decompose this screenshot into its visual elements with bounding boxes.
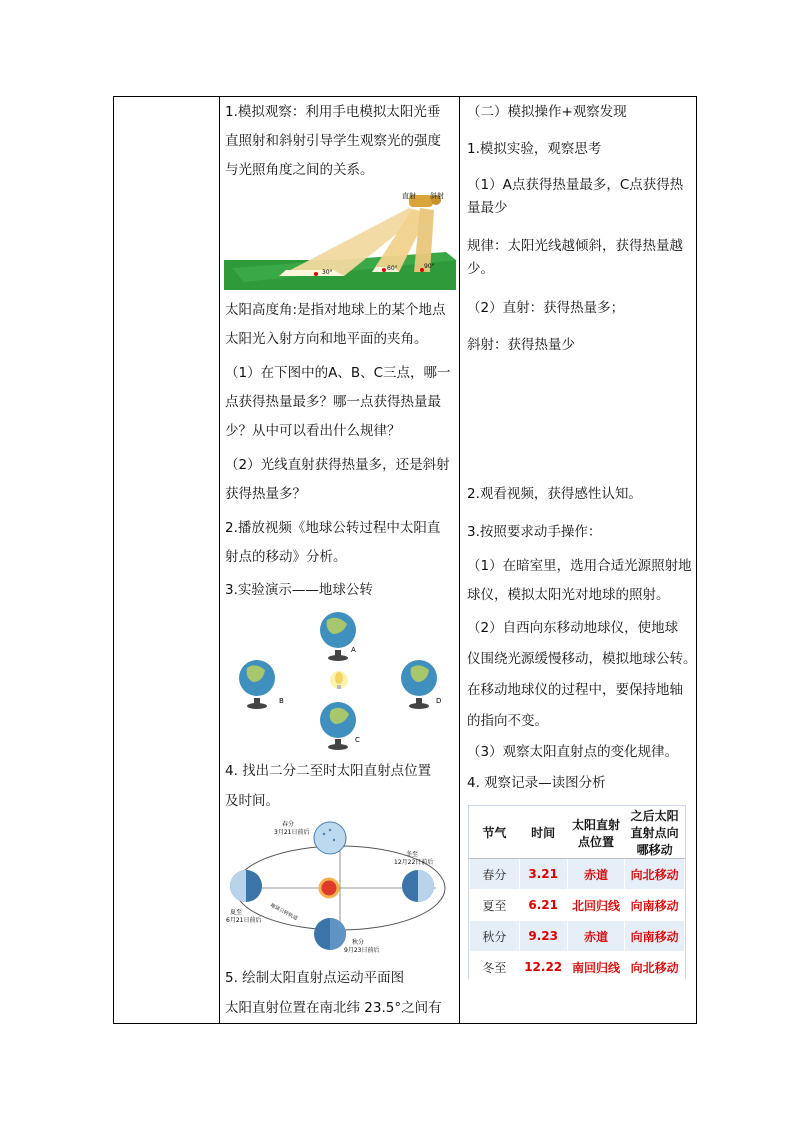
globe-label-b: B bbox=[279, 697, 284, 705]
sun-icon bbox=[320, 879, 338, 897]
orbit-diagram-figure bbox=[224, 818, 456, 958]
globe-revolution-figure bbox=[235, 608, 445, 753]
cell-time: 9.23 bbox=[519, 921, 567, 952]
cell-season: 秋分 bbox=[470, 921, 520, 952]
table-row bbox=[470, 859, 685, 890]
right-r4-l1: 规律：太阳光线越倾斜，获得热量越 bbox=[467, 238, 683, 254]
left-p3-l3: 少？从中可以看出什么规律？ bbox=[225, 423, 401, 439]
right-r7: 2.观看视频，获得感性认知。 bbox=[467, 486, 642, 502]
lamp-icon bbox=[330, 671, 348, 689]
label-winter: 冬至 bbox=[406, 851, 419, 858]
globe-label-c: C bbox=[355, 736, 360, 744]
cell-time: 12.22 bbox=[519, 952, 567, 983]
left-p3-l2: 点获得热量最多？哪一点获得热量最 bbox=[225, 394, 441, 410]
right-r12: 4. 观察记录—读图分析 bbox=[467, 775, 606, 791]
angle-60-label: 60° bbox=[387, 265, 398, 272]
left-p4-l1: （2）光线直射获得热量多，还是斜射 bbox=[225, 457, 450, 473]
label-oblique: 斜射 bbox=[430, 192, 444, 200]
left-p5-l1: 2.播放视频《地球公转过程中太阳直 bbox=[225, 520, 441, 536]
label-autumn-date: 9月23日前后 bbox=[344, 947, 380, 954]
right-r10-l4: 的指向不变。 bbox=[467, 713, 548, 729]
right-r4-l2: 少。 bbox=[467, 261, 494, 277]
observation-table bbox=[469, 806, 685, 983]
table-row bbox=[470, 952, 685, 983]
globe-label-a: A bbox=[351, 646, 356, 654]
cell-direction: 向南移动 bbox=[625, 921, 685, 952]
left-p2-l2: 太阳光入射方向和地平面的夹角。 bbox=[225, 331, 428, 347]
cell-direction: 向北移动 bbox=[625, 859, 685, 890]
column-divider-1 bbox=[219, 96, 220, 1024]
angle-90-label: 90° bbox=[424, 263, 435, 270]
earth-summer-icon bbox=[230, 870, 262, 902]
right-r10-l2: 仪围绕光源缓慢移动，模拟地球公转。 bbox=[467, 651, 697, 667]
cell-direction: 向南移动 bbox=[625, 890, 685, 921]
right-r1: （二）模拟操作+观察发现 bbox=[467, 104, 627, 120]
cell-time: 3.21 bbox=[519, 859, 567, 890]
header-time: 时间 bbox=[519, 807, 567, 859]
cell-position: 赤道 bbox=[567, 921, 625, 952]
table-header-row bbox=[470, 807, 685, 859]
cell-position: 南回归线 bbox=[567, 952, 625, 983]
cell-season: 春分 bbox=[470, 859, 520, 890]
right-r10-l1: （2）自西向东移动地球仪，使地球 bbox=[467, 620, 679, 636]
left-p2-l1: 太阳高度角:是指对地球上的某个地点 bbox=[225, 302, 446, 318]
globe-b-icon bbox=[239, 660, 275, 709]
left-p5-l2: 射点的移动》分析。 bbox=[225, 549, 347, 565]
label-spring: 春分 bbox=[282, 821, 295, 828]
globe-d-icon bbox=[401, 660, 437, 709]
label-autumn: 秋分 bbox=[352, 939, 365, 946]
globe-c-icon bbox=[320, 702, 356, 750]
column-divider-2 bbox=[459, 96, 460, 1024]
cell-position: 赤道 bbox=[567, 859, 625, 890]
header-position: 太阳直射 点位置 bbox=[567, 807, 625, 859]
angle-30-label: 30° bbox=[322, 269, 333, 276]
right-r5: （2）直射：获得热量多； bbox=[467, 300, 625, 316]
cell-direction: 向北移动 bbox=[625, 952, 685, 983]
header-season: 节气 bbox=[470, 807, 520, 859]
table-row bbox=[470, 921, 685, 952]
point-b-dot bbox=[382, 268, 386, 272]
label-vertical: 直射 bbox=[402, 192, 416, 200]
right-r10-l3: 在移动地球仪的过程中，要保持地轴 bbox=[467, 682, 683, 698]
label-summer: 夏至 bbox=[230, 909, 243, 916]
globe-label-d: D bbox=[436, 697, 442, 705]
left-p7-l2: 及时间。 bbox=[225, 793, 279, 809]
left-p1-l2: 直照射和斜射引导学生观察光的强度 bbox=[225, 133, 441, 149]
right-r9-l2: 球仪，模拟太阳光对地球的照射。 bbox=[467, 587, 670, 603]
cell-position: 北回归线 bbox=[567, 890, 625, 921]
earth-winter-icon bbox=[402, 870, 434, 902]
right-r8: 3.按照要求动手操作： bbox=[467, 524, 602, 540]
earth-spring-icon bbox=[314, 822, 346, 854]
left-p1-l1: 1.模拟观察：利用手电模拟太阳光垂 bbox=[225, 104, 441, 120]
flashlight-angle-figure bbox=[224, 190, 456, 290]
right-r11: （3）观察太阳直射点的变化规律。 bbox=[467, 744, 679, 760]
left-p9: 太阳直射位置在南北纬 23.5°之间有 bbox=[225, 1000, 442, 1016]
cell-season: 夏至 bbox=[470, 890, 520, 921]
label-orbit: 地球公转轨道 bbox=[269, 902, 299, 922]
left-p3-l1: （1）在下图中的A、B、C三点，哪一 bbox=[225, 365, 451, 381]
left-p4-l2: 获得热量多？ bbox=[225, 486, 306, 502]
header-direction: 之后太阳 直射点向 哪移动 bbox=[625, 807, 685, 859]
left-p7-l1: 4. 找出二分二至时太阳直射点位置 bbox=[225, 763, 432, 779]
label-summer-date: 6月21日前后 bbox=[226, 917, 262, 924]
table-row bbox=[470, 890, 685, 921]
right-r9-l1: （1）在暗室里，选用合适光源照射地 bbox=[467, 558, 692, 574]
left-p6: 3.实验演示——地球公转 bbox=[225, 582, 373, 598]
earth-autumn-icon bbox=[314, 918, 346, 950]
cell-season: 冬至 bbox=[470, 952, 520, 983]
right-r3-l1: （1）A点获得热量最多，C点获得热 bbox=[467, 177, 684, 193]
left-p1-l3: 与光照角度之间的关系。 bbox=[225, 162, 374, 178]
label-spring-date: 3月21日前后 bbox=[274, 829, 310, 836]
left-p8: 5. 绘制太阳直射点运动平面图 bbox=[225, 970, 405, 986]
beam-spot-1 bbox=[279, 270, 344, 276]
label-winter-date: 12月22日前后 bbox=[394, 859, 434, 866]
right-r2: 1.模拟实验，观察思考 bbox=[467, 141, 602, 157]
cell-time: 6.21 bbox=[519, 890, 567, 921]
right-r3-l2: 量最少 bbox=[467, 200, 508, 216]
point-a-dot bbox=[314, 272, 318, 276]
right-r6: 斜射：获得热量少 bbox=[467, 337, 575, 353]
